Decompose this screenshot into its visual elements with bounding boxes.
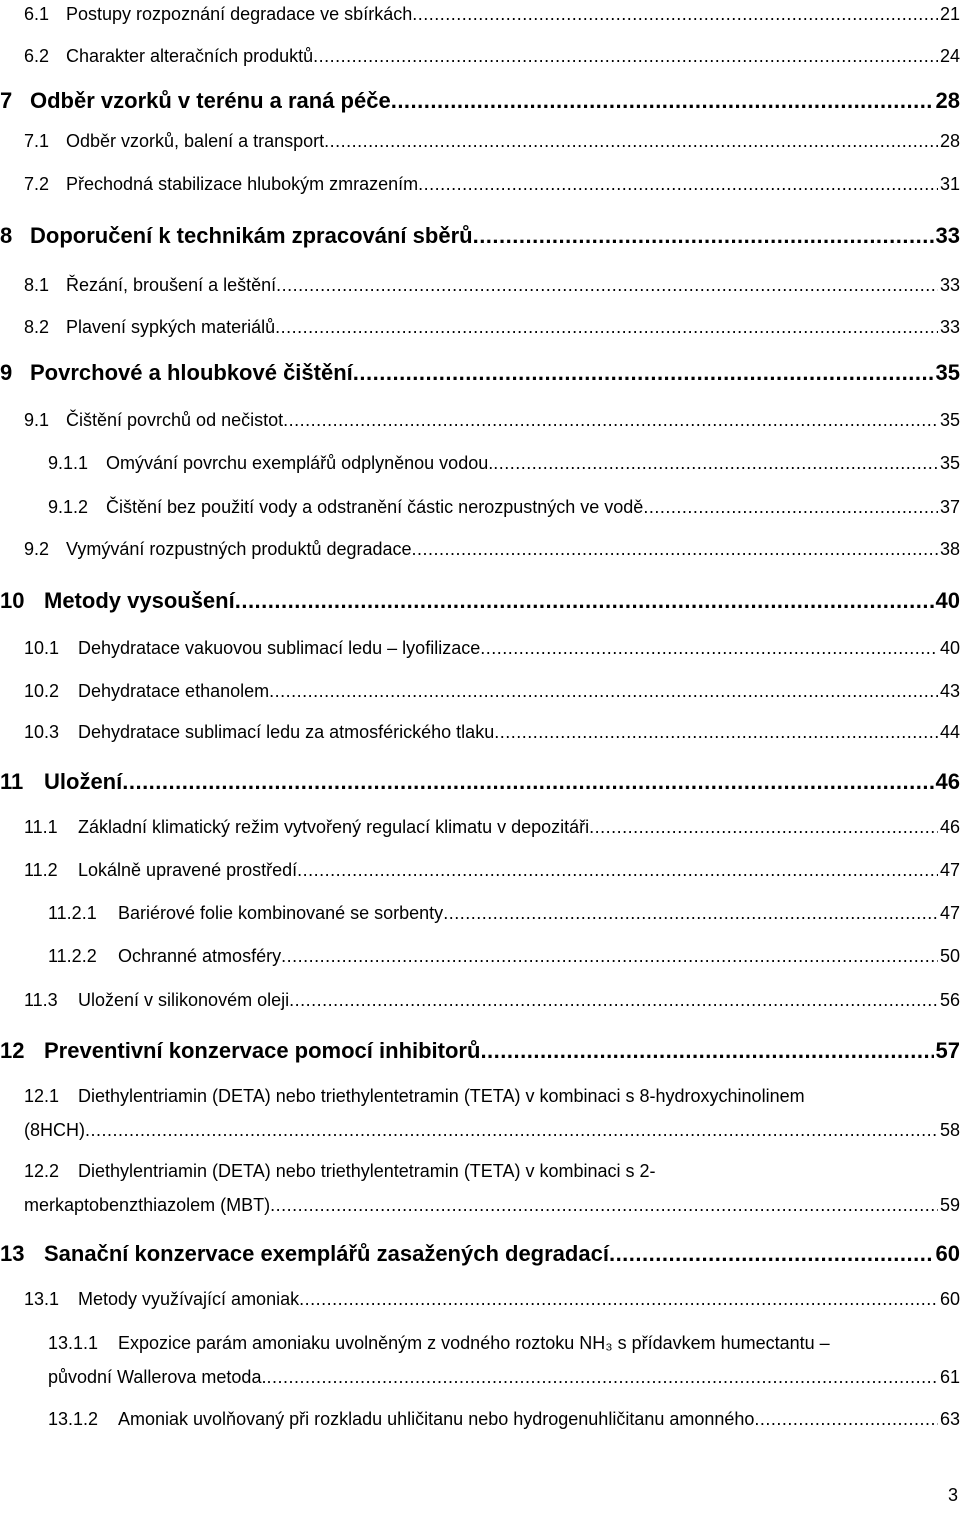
- dot-leader: [643, 493, 938, 521]
- toc-entry-title: Dehydratace sublimací ledu za atmosférického tlaku: [78, 722, 495, 742]
- toc-entry-page: 44: [939, 722, 960, 742]
- toc-entry[interactable]: [0, 219, 960, 253]
- toc-entry[interactable]: [48, 493, 960, 521]
- toc-entry-number: 9.1.1: [48, 453, 89, 473]
- toc-entry-number: 10.3: [24, 722, 60, 742]
- toc-entry-title: Dehydratace vakuovou sublimací ledu – lyofilizace: [78, 638, 481, 658]
- toc-entry-page: 57: [935, 1038, 960, 1063]
- toc-entry-page: 60: [939, 1289, 960, 1309]
- toc-entry[interactable]: [24, 1082, 960, 1144]
- toc-entry-number: 9.2: [24, 539, 50, 559]
- dot-leader: [85, 1116, 938, 1144]
- toc-entry-number: 11.2: [24, 860, 58, 880]
- toc-entry-page: 61: [939, 1367, 960, 1387]
- page-number: 3: [947, 1485, 958, 1505]
- toc-entry-page: 24: [939, 46, 960, 66]
- dot-leader: [324, 127, 938, 155]
- dot-leader: [266, 1363, 938, 1391]
- toc-entry[interactable]: [24, 813, 960, 841]
- toc-entry-page: 38: [939, 539, 960, 559]
- dot-leader: [493, 449, 938, 477]
- toc-entry-number: 7: [0, 88, 13, 113]
- toc-entry[interactable]: [24, 634, 960, 662]
- toc-entry-page: 33: [935, 223, 960, 248]
- toc-entry-number: 13.1.1: [48, 1333, 99, 1353]
- toc-entry[interactable]: [24, 677, 960, 705]
- dot-leader: [122, 765, 933, 799]
- dot-leader: [297, 856, 938, 884]
- toc-entry-title: Čištění povrchů od nečistot: [66, 410, 284, 430]
- toc-entry-number: 13.1: [24, 1289, 60, 1309]
- toc-entry-page: 47: [939, 903, 960, 923]
- toc-entry-number: 9.1: [24, 410, 50, 430]
- toc-entry-title: Ochranné atmosféry: [118, 946, 282, 966]
- toc-entry-title: Diethylentriamin (DETA) nebo triethylentetramin (TETA) v kombinaci s 2-: [78, 1161, 656, 1181]
- dot-leader: [418, 170, 938, 198]
- toc-entry[interactable]: [24, 718, 960, 746]
- toc-entry-number: 6.1: [24, 4, 50, 24]
- toc-entry-number: 11.3: [24, 990, 58, 1010]
- toc-entry-title: Doporučení k technikám zpracování sběrů: [30, 223, 473, 248]
- dot-leader: [270, 1191, 938, 1219]
- dot-leader: [235, 584, 934, 618]
- toc-entry-number: 7.1: [24, 131, 50, 151]
- toc-entry-number: 10: [0, 588, 25, 613]
- toc-entry-page: 40: [935, 588, 960, 613]
- toc-entry-number: 11.1: [24, 817, 58, 837]
- dot-leader: [283, 406, 938, 434]
- toc-entry-title-continued: původní Wallerova metoda.: [48, 1367, 267, 1387]
- toc-entry-number: 9: [0, 360, 13, 385]
- toc-entry-number: 12: [0, 1038, 25, 1063]
- toc-entry[interactable]: [24, 986, 960, 1014]
- dot-leader: [289, 986, 938, 1014]
- toc-entry-title: Plavení sypkých materiálů: [66, 317, 276, 337]
- toc-entry-number: 6.2: [24, 46, 50, 66]
- dot-leader: [353, 356, 934, 390]
- dot-leader: [299, 1285, 938, 1313]
- toc-entry-page: 46: [935, 769, 960, 794]
- toc-entry-page: 50: [939, 946, 960, 966]
- toc-entry-title: Preventivní konzervace pomocí inhibitorů: [44, 1038, 481, 1063]
- dot-leader: [480, 634, 938, 662]
- toc-entry-title: Uložení: [44, 769, 123, 794]
- toc-entry[interactable]: [24, 856, 960, 884]
- toc-entry-page: 37: [939, 497, 960, 517]
- dot-leader: [276, 271, 938, 299]
- toc-entry-page: 31: [939, 174, 960, 194]
- toc-entry[interactable]: [24, 127, 960, 155]
- toc-entry-title: Odběr vzorků, balení a transport: [66, 131, 325, 151]
- dot-leader: [412, 0, 938, 28]
- toc-entry-title: Uložení v silikonovém oleji: [78, 990, 290, 1010]
- toc-entry[interactable]: [0, 1237, 960, 1271]
- toc-entry-title: Bariérové folie kombinované se sorbenty: [118, 903, 444, 923]
- toc-entry-page: 58: [939, 1120, 960, 1140]
- dot-leader: [494, 718, 938, 746]
- dot-leader: [391, 84, 934, 118]
- toc-entry[interactable]: [24, 313, 960, 341]
- toc-entry-number: 9.1.2: [48, 497, 89, 517]
- toc-entry[interactable]: [48, 899, 960, 927]
- toc-entry-title: Expozice parám amoniaku uvolněným z vodného roztoku NH₃ s přídavkem humectantu –: [118, 1333, 830, 1353]
- dot-leader: [275, 313, 938, 341]
- toc-entry-page: 47: [939, 860, 960, 880]
- toc-entry-number: 12.2: [24, 1161, 60, 1181]
- toc-entry-title: Čištění bez použití vody a odstranění částic nerozpustných ve vodě: [106, 497, 644, 517]
- toc-entry[interactable]: [0, 356, 960, 390]
- toc-entry[interactable]: [48, 942, 960, 970]
- toc-entry[interactable]: [48, 1329, 960, 1391]
- toc-entry-number: 10.2: [24, 681, 60, 701]
- toc-entry-number: 8: [0, 223, 13, 248]
- toc-entry-number: 11.2.1: [48, 903, 97, 923]
- toc-entry-title: Metody vysoušení: [44, 588, 235, 613]
- toc-entry-page: 35: [939, 410, 960, 430]
- dot-leader: [313, 42, 938, 70]
- toc-entry-title: Odběr vzorků v terénu a raná péče: [30, 88, 391, 113]
- toc-entry-number: 10.1: [24, 638, 60, 658]
- dot-leader: [269, 677, 938, 705]
- dot-leader: [443, 899, 938, 927]
- dot-leader: [480, 1034, 933, 1068]
- dot-leader: [754, 1405, 938, 1433]
- toc-entry-title: Omývání povrchu exemplářů odplyněnou vodou.: [106, 453, 494, 473]
- toc-entry-page: 21: [939, 4, 960, 24]
- toc-entry-number: 8.1: [24, 275, 50, 295]
- dot-leader: [589, 813, 938, 841]
- toc-entry-number: 11.2.2: [48, 946, 97, 966]
- toc-entry-number: 12.1: [24, 1086, 60, 1106]
- toc-entry-title: Sanační konzervace exemplářů zasažených degradací: [44, 1241, 609, 1266]
- toc-entry[interactable]: [24, 271, 960, 299]
- toc-entry-title: Vymývání rozpustných produktů degradace: [66, 539, 412, 559]
- toc-entry[interactable]: [0, 765, 960, 799]
- toc-entry-page: 33: [939, 275, 960, 295]
- toc-entry-page: 46: [939, 817, 960, 837]
- toc-entry[interactable]: [48, 449, 960, 477]
- toc-entry-title: Lokálně upravené prostředí: [78, 860, 298, 880]
- toc-entry[interactable]: [24, 170, 960, 198]
- toc-entry-page: 59: [939, 1195, 960, 1215]
- toc-entry-page: 28: [939, 131, 960, 151]
- toc-entry[interactable]: [0, 84, 960, 118]
- toc-entry[interactable]: [24, 1157, 960, 1219]
- toc-entry-page: 35: [939, 453, 960, 473]
- dot-leader: [281, 942, 938, 970]
- toc-entry-title: Diethylentriamin (DETA) nebo triethylentetramin (TETA) v kombinaci s 8-hydroxychinolinem: [78, 1086, 805, 1106]
- toc-entry-title: Charakter alteračních produktů: [66, 46, 314, 66]
- toc-entry[interactable]: [48, 1405, 960, 1433]
- toc-entry-title-continued: (8HCH): [24, 1120, 85, 1140]
- toc-entry-number: 11: [0, 769, 24, 794]
- toc-entry[interactable]: [24, 0, 960, 28]
- toc-entry-title: Metody využívající amoniak: [78, 1289, 300, 1309]
- toc-entry-number: 7.2: [24, 174, 50, 194]
- toc-entry[interactable]: [0, 1034, 960, 1068]
- toc-entry-number: 8.2: [24, 317, 50, 337]
- toc-entry-page: 33: [939, 317, 960, 337]
- toc-entry[interactable]: [24, 1285, 960, 1313]
- toc-entry-page: 56: [939, 990, 960, 1010]
- toc-entry[interactable]: [24, 42, 960, 70]
- toc-entry-number: 13.1.2: [48, 1409, 99, 1429]
- toc-entry[interactable]: [24, 535, 960, 563]
- dot-leader: [609, 1237, 934, 1271]
- toc-entry-title: Základní klimatický režim vytvořený regulací klimatu v depozitáři: [78, 817, 590, 837]
- dot-leader: [473, 219, 934, 253]
- toc-entry-title: Amoniak uvolňovaný při rozkladu uhličitanu nebo hydrogenuhličitanu amonného: [118, 1409, 755, 1429]
- toc-entry-title: Povrchové a hloubkové čištění: [30, 360, 353, 385]
- toc-entry-page: 28: [935, 88, 960, 113]
- toc-entry-title: Postupy rozpoznání degradace ve sbírkách: [66, 4, 413, 24]
- toc-entry-page: 40: [939, 638, 960, 658]
- toc-entry-page: 43: [939, 681, 960, 701]
- toc-entry-page: 35: [935, 360, 960, 385]
- dot-leader: [412, 535, 938, 563]
- toc-entry-number: 13: [0, 1241, 25, 1266]
- toc-entry-title-continued: merkaptobenzthiazolem (MBT): [24, 1195, 271, 1215]
- toc-entry-page: 60: [935, 1241, 960, 1266]
- toc-entry[interactable]: [24, 406, 960, 434]
- toc-entry-title: Přechodná stabilizace hlubokým zmrazením: [66, 174, 419, 194]
- toc-entry-title: Řezání, broušení a leštění: [66, 275, 277, 295]
- toc-entry-page: 63: [939, 1409, 960, 1429]
- toc-entry[interactable]: [0, 584, 960, 618]
- toc-entry-title: Dehydratace ethanolem: [78, 681, 270, 701]
